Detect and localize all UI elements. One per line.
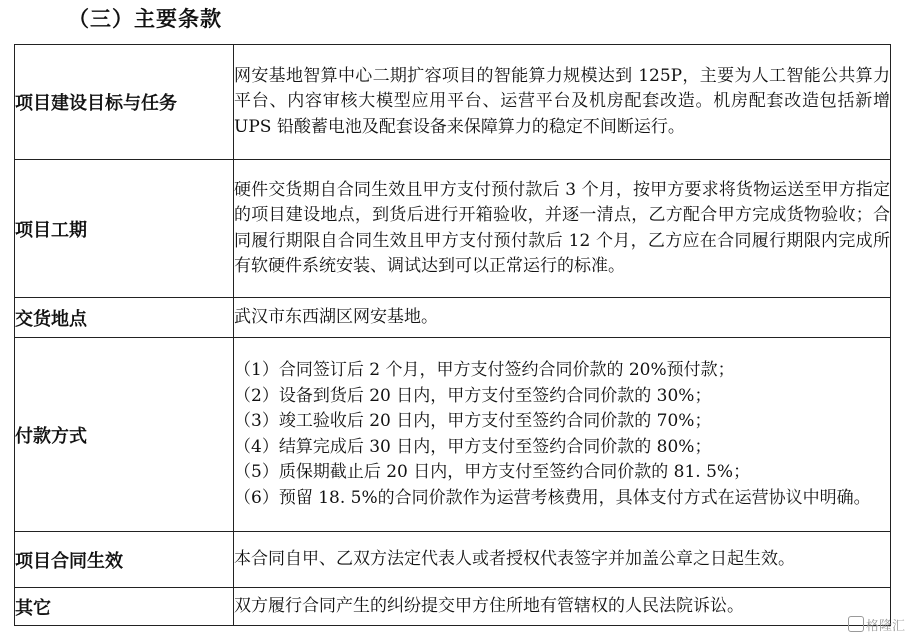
table-row (15, 45, 891, 160)
row-label-other: 其它 (15, 588, 234, 626)
table-row (15, 338, 891, 532)
logo-icon (848, 616, 864, 632)
table-row (15, 298, 891, 338)
row-label-payment: 付款方式 (15, 338, 234, 532)
row-content-other: 双方履行合同产生的纠纷提交甲方住所地有管辖权的人民法院诉讼。 (234, 588, 891, 626)
table-row (15, 532, 891, 588)
row-content-delivery: 武汉市东西湖区网安基地。 (234, 298, 891, 338)
row-label-goal: 项目建设目标与任务 (15, 45, 234, 160)
row-label-delivery: 交货地点 (15, 298, 234, 338)
payment-item: （6）预留 18. 5%的合同价款作为运营考核费用，具体支付方式在运营协议中明确。 (234, 487, 871, 508)
table-row (15, 160, 891, 298)
payment-item: （1）合同签订后 2 个月，甲方支付签约合同价款的 20%预付款； (234, 360, 735, 380)
row-content-payment (234, 338, 891, 532)
watermark (848, 615, 905, 634)
watermark-text: 格隆汇 (865, 619, 905, 634)
payment-item: （3）竣工验收后 20 日内，甲方支付至签约合同价款的 70%； (234, 411, 712, 431)
row-label-schedule: 项目工期 (15, 160, 234, 298)
payment-item: （4）结算完成后 30 日内，甲方支付至签约合同价款的 80%； (234, 436, 712, 457)
row-label-effective: 项目合同生效 (15, 532, 234, 588)
payment-item: （2）设备到货后 20 日内，甲方支付至签约合同价款的 30%； (234, 385, 712, 406)
row-content-effective: 本合同自甲、乙双方法定代表人或者授权代表签字并加盖公章之日起生效。 (234, 532, 891, 588)
row-content-schedule: 硬件交货期自合同生效且甲方支付预付款后 3 个月，按甲方要求将货物运送至甲方指定的项目建设地点，到货后进行开箱验收，并逐一清点，乙方配合甲方完成货物验收；合同履行期限自合同生效且甲方支付预付款后 12 个月，乙方应在合同履行期限内完成所有软硬件系统安装、调试达到可以正常运行的标准。 (234, 160, 891, 298)
payment-item: （5）质保期截止后 20 日内，甲方支付至签约合同价款的 81. 5%； (234, 462, 751, 482)
section-title: （三）主要条款 (68, 7, 222, 31)
row-content-goal: 网安基地智算中心二期扩容项目的智能算力规模达到 125P，主要为人工智能公共算力平台、内容审核大模型应用平台、运营平台及机房配套改造。机房配套改造包括新增 UPS 铅酸蓄电池及配套设备来保障算力的稳定不间断运行。 (234, 45, 891, 160)
terms-table (14, 44, 891, 626)
table-row (15, 588, 891, 626)
